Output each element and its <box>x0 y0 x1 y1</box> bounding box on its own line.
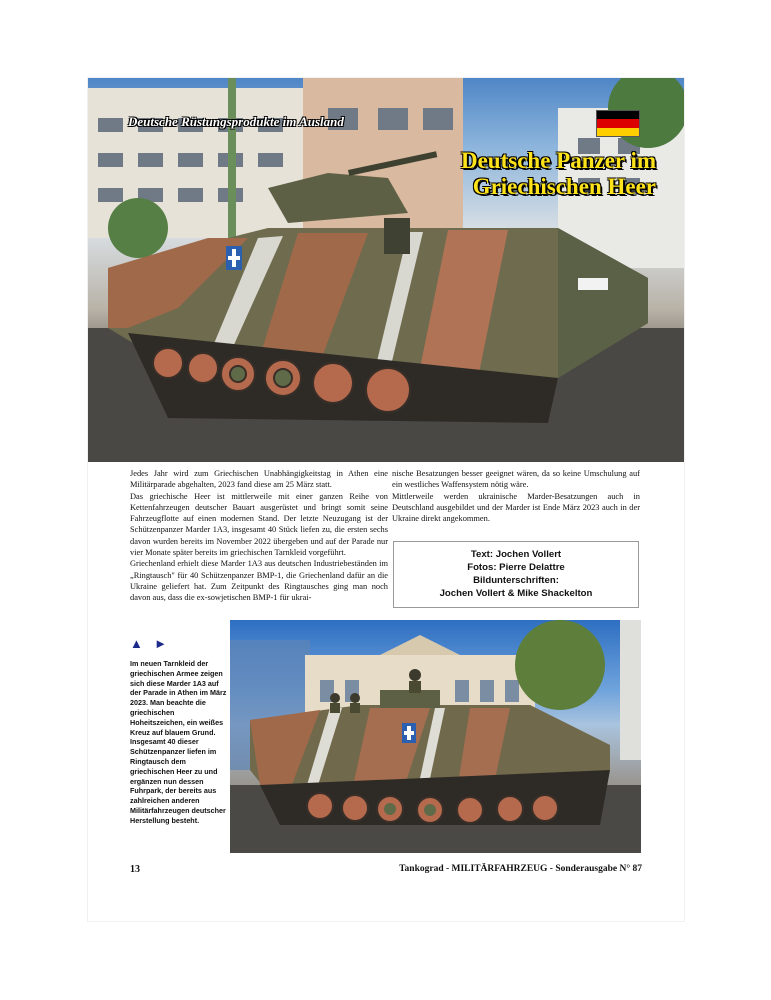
body-paragraph: Jedes Jahr wird zum Griechischen Unabhängigkeitstag in Athen eine Militärparade abgehalten, 2023 fand diese am 25 März statt. <box>130 469 388 490</box>
body-paragraph: Das griechische Heer ist mittlerweile mit einer ganzen Reihe von Kettenfahrzeugen deutscher Bauart ausgerüstet und bringt somit seine Fahrzeugflotte auf einen modernen Stand. Der letzte Neuzugang ist der Schützenpanzer Marder 1A3, insgesamt 40 Stück liefen zu, die ersten sechs davon wurden bereits im November 2022 übergeben und auf der Parade nur vier Monate später bereits im griechischen Tarnkleid vorgeführt. <box>130 491 388 558</box>
credit-captions-label: Bildunterschriften: <box>473 575 559 586</box>
section-label: Deutsche Rüstungsprodukte im Ausland <box>128 114 344 129</box>
german-flag-icon <box>596 110 640 137</box>
photo-caption: Im neuen Tarnkleid der griechischen Armee zeigen sich diese Marder 1A3 auf der Parade in Athen im März 2023. Man beachte die griechischen Hoheitszeichen, ein weißes Kreuz auf blauem Grund. Insgesamt 40 dieser Schützenpanzer liefen im Ringtausch dem griechischen Heer zu und ergänzen nun dessen Fuhrpark, der bereits aus zahlreichen anderen Militärfahrzeugen deutscher Herstellung besteht. <box>130 659 227 825</box>
hero-photo-marder-tank <box>88 78 684 462</box>
credit-captions-authors: Jochen Vollert & Mike Shackelton <box>439 588 593 599</box>
hero-photo-illustration <box>88 78 684 462</box>
body-paragraph: nische Besatzungen besser geeignet wären, da so keine Umschulung auf ein westliches Waffensystem nötig wäre. <box>392 469 640 490</box>
article-title-line1: Deutsche Panzer im <box>460 148 656 173</box>
parade-photo-illustration <box>230 620 641 853</box>
caption-direction-arrows-icon: ▲ ► <box>130 636 171 651</box>
magazine-page <box>88 78 684 921</box>
body-paragraph: Mittlerweile werden ukrainische Marder-Besatzungen auch in Deutschland ausgebildet und der Marder ist Ende März 2023 auch in der Ukraine direkt angekommen. <box>392 491 640 524</box>
credit-photo-author: Fotos: Pierre Delattre <box>467 562 565 573</box>
publication-footer: Tankograd - MILITÄRFAHRZEUG - Sonderausgabe N° 87 <box>399 864 642 874</box>
credits-box <box>393 541 639 608</box>
parade-photo-marder-tank <box>230 620 641 853</box>
page-number: 13 <box>130 864 140 875</box>
body-text-left-column <box>130 468 388 604</box>
credit-text-author: Text: Jochen Vollert <box>470 549 562 560</box>
article-title <box>356 148 656 201</box>
body-text-right-column <box>392 468 640 524</box>
body-paragraph: Griechenland erhielt diese Marder 1A3 aus deutschen Industriebeständen im „Ringtausch" für 40 Schützenpanzer BMP-1, die Griechenland dafür an die Ukraine geliefert hat. Zum Zeitpunkt des Ringtausches ging man noch davon aus, dass die ex-sowjetischen BMP-1 für ukrai- <box>130 559 388 603</box>
article-title-line2: Griechischen Heer <box>472 174 656 200</box>
